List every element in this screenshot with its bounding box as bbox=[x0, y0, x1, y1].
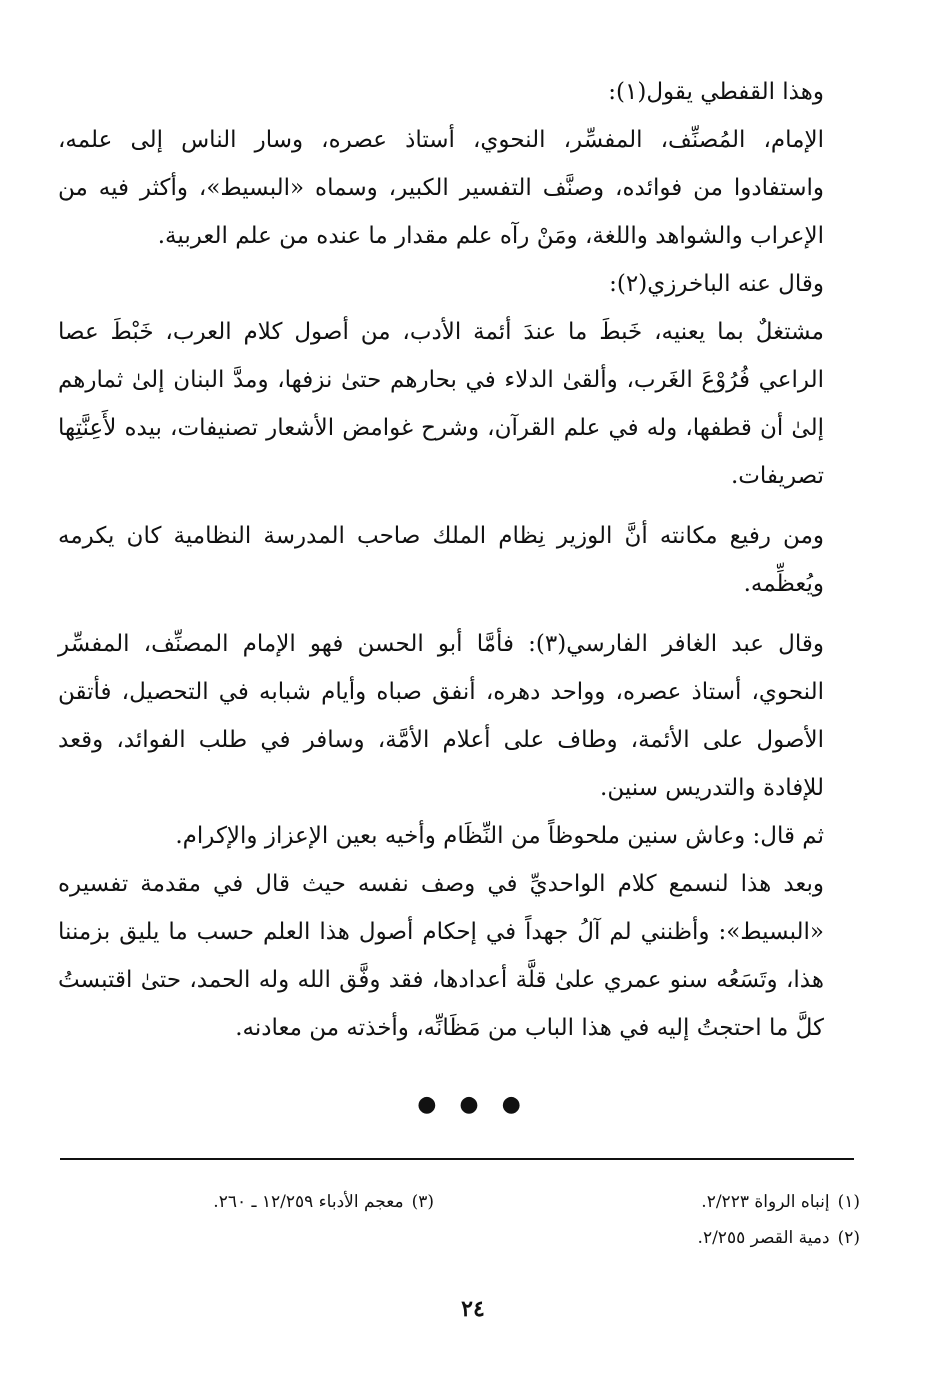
footnote-1-text: إنباه الرواة ٢/٢٢٣. bbox=[701, 1192, 830, 1212]
footnote-1-number: (١) bbox=[837, 1192, 860, 1212]
footnote-2-text: دمية القصر ٢/٢٥٥. bbox=[697, 1228, 830, 1248]
paragraph-6: وقال عبد الغافر الفارسي(٣): فأمَّا أبو الحسن فهو الإمام المصنِّف، المفسِّر النحوي، أستاذ عصره، وواحد دهره، أنفق صباه وأيام شبابه في التحصيل، فأتقن الأصول على الأئمة، وطاف على أعلام الأمَّة، وسافر في طلب الفوائد، وقعد للإفادة والتدريس سنين. bbox=[58, 631, 824, 801]
paragraph-1: وهذا القفطي يقول(١): bbox=[608, 79, 824, 105]
paragraph-5: ومن رفيع مكانته أنَّ الوزير نِظام الملك صاحب المدرسة النظامية كان يكرمه ويُعظِّمه. bbox=[58, 523, 824, 597]
footnote-3-text: معجم الأدباء ١٢/٢٥٩ ـ ٢٦٠. bbox=[213, 1192, 404, 1212]
page-number: ٢٤ bbox=[461, 1296, 485, 1322]
footnote-divider bbox=[60, 1158, 854, 1160]
footnote-1 bbox=[701, 1190, 860, 1214]
footnote-3-number: (٣) bbox=[411, 1192, 434, 1212]
footnote-2 bbox=[698, 1226, 860, 1250]
paragraph-2: الإمام، المُصنِّف، المفسِّر، النحوي، أستاذ عصره، وسار الناس إلى علمه، واستفادوا من فوائده، وصنَّف التفسير الكبير، وسماه «البسيط»، وأكثر فيه من الإعراب والشواهد واللغة، ومَنْ رآه علم مقدار ما عنده من علم العربية. bbox=[58, 127, 824, 249]
footnote-3 bbox=[213, 1190, 434, 1214]
footnote-2-number: (٢) bbox=[837, 1228, 860, 1248]
paragraph-3: وقال عنه الباخرزي(٢): bbox=[609, 271, 824, 297]
paragraph-8: وبعد هذا لنسمع كلام الواحديِّ في وصف نفسه حيث قال في مقدمة تفسيره «البسيط»: وأظنني لم آلُ جهداً في إحكام أصول هذا العلم حسب ما يليق بزمننا هذا، وتَسَعُه سنو عمري علىٰ قلَّة أعدادها، فقد وفَّق الله وله الحمد، حتىٰ اقتبستُ كلَّ ما احتجتُ إليه في هذا الباب من مَظَانِّه، وأخذته من معادنه. bbox=[58, 871, 824, 1041]
paragraph-7: ثم قال: وعاش سنين ملحوظاً من النِّظَام وأخيه بعين الإعزاز والإكرام. bbox=[175, 823, 824, 849]
main-text bbox=[58, 68, 858, 1052]
paragraph-4: مشتغلٌ بما يعنيه، خَبطَ ما عندَ أئمة الأدب، من أصول كلام العرب، خَبْطَ عصا الراعي فُرُوْعَ الغَرب، وألقىٰ الدلاء في بحارهم حتىٰ نزفها، ومدَّ البنان إلىٰ ثمارهم إلىٰ أن قطفها، وله في علم القرآن، وشرح غوامض الأشعار تصنيفات، بيده لأَعِنَّتِها تصريفات. bbox=[58, 319, 824, 489]
section-ornament: ● ● ● bbox=[417, 1092, 529, 1117]
